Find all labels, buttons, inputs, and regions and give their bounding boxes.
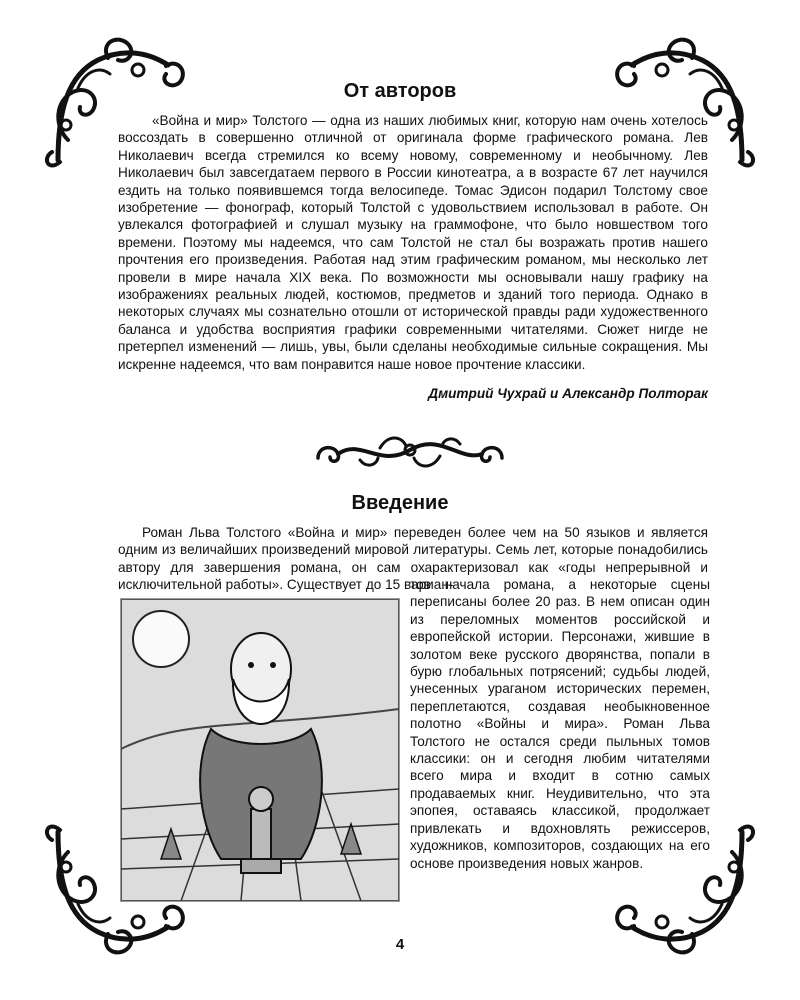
tolstoy-chess-illustration xyxy=(120,598,400,902)
authors-section-title: От авторов xyxy=(343,80,457,102)
intro-paragraph-top: Роман Льва Толстого «Война и мир» переведен более чем на 50 языков и является одним из величайших произведений мировой литературы. Семь лет, которые понадобились автору для завершения романа, он сам охарактеризовал как «годы непрерывной и исключительной работы». Существует до 15 вариан- xyxy=(118,525,708,593)
section-divider-ornament-icon xyxy=(310,428,510,474)
intro-section-title: Введение xyxy=(351,492,449,514)
intro-paragraph-wrap: тов начала романа, а некоторые сцены переписаны более 20 раз. В нем описан один из переломных моментов российской и европейской истории. Персонажи, жившие в золотом веке русского дворянства, попали в бурю глобальных потрясений; судьбы людей, унесенных ураганом исторических перемен, переплетаются, создавая необыкновенное полотно «Войны и мира». Роман Льва Толстого не остался среди пыльных томов классики: он и сегодня любим читателями всего мира и входит в сотню самых продаваемых книг. Неудивительно, что эта эпопея, оставаясь классикой, продолжает привлекать и вдохновлять режиссеров, художников, композиторов, создающих на его основе произведения новых жанров. xyxy=(410,577,710,871)
authors-signature: Дмитрий Чухрай и Александр Полторак xyxy=(428,386,708,401)
page-number: 4 xyxy=(395,936,405,953)
authors-paragraph: «Война и мир» Толстого — одна из наших любимых книг, которую нам очень хотелось воссоздать в совершенно отличной от оригинала форме графического романа. Лев Николаевич всегда стремился ко всему новому, современному и необычному. Лев Николаевич был завсегдатаем первого в России кинотеатра, а в возрасте 67 лет научился ездить на только появившемся тогда велосипеде. Томас Эдисон подарил Толстому свое изобретение — фонограф, который Толстой с удовольствием использовал в работе. Он увлекался фотографией и слушал музыку на граммофоне, что было новшеством того времени. Поэтому мы надеемся, что сам Толстой не стал бы возражать против нашего прочтения его произведения. Работая над этим графическим романом, мы несколько лет провели в мире начала XIX века. По возможности мы основывали нашу графику на изображениях реальных людей, костюмов, предметов и зданий того периода. Однако в некоторых случаях мы сознательно отошли от исторической правды ради художественного баланса и удобства восприятия графики современными читателями. Сюжет нигде не претерпел изменений — лишь, увы, были сделаны необходимые сильные сокращения. Мы искренне надеемся, что вам понравится наше новое прочтение классики. xyxy=(118,113,708,372)
